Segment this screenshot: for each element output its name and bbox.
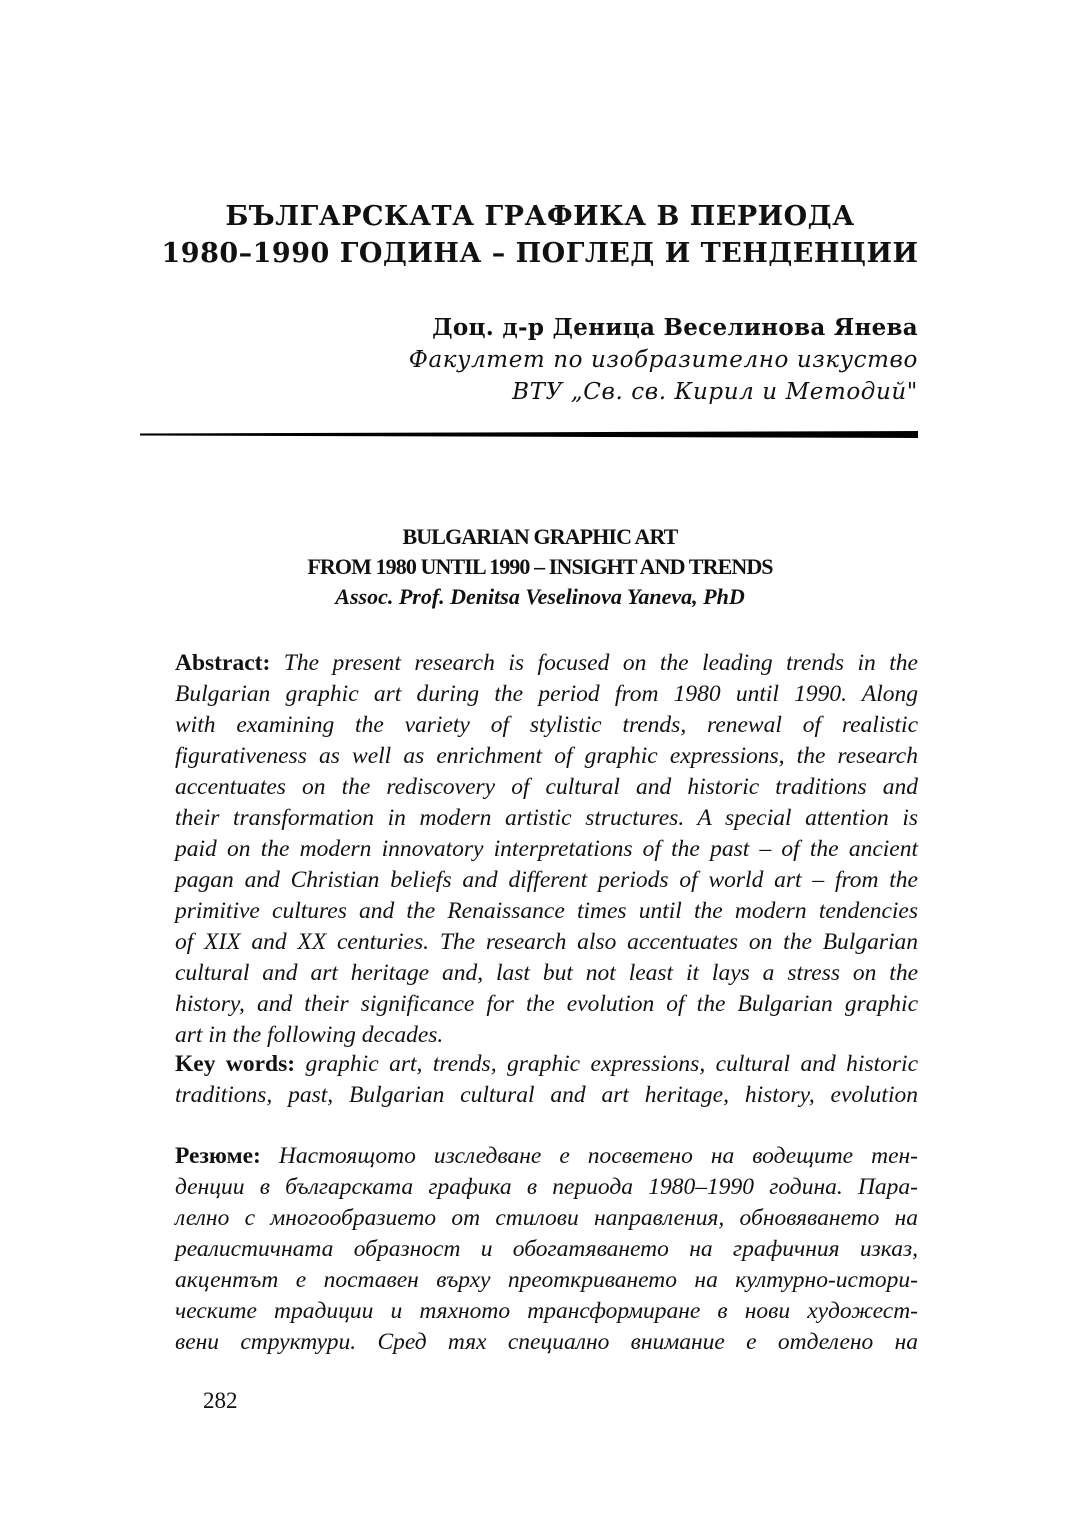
rezyume-text: денции в българската графика в периода 1980–1990 година. Пара- [175,1174,918,1200]
keywords-line [175,1049,918,1080]
rezyume-line [175,1327,918,1358]
page-number: 282 [203,1388,238,1413]
keywords-paragraph [175,1049,918,1111]
title-line-2: 1980–1990 ГОДИНА – ПОГЛЕД И ТЕНДЕНЦИИ [161,238,919,269]
abstract-text: history, and their significance for the evolution of the Bulgarian graphic [175,991,918,1017]
rezyume-text: вени структури. Сред тях специално внимание е отделено на [175,1329,918,1355]
author-block [409,312,918,408]
rezyume-line [175,1296,918,1327]
rezyume-text: ческите традиции и тяхното трансформиране в нови художест- [175,1298,918,1324]
rezyume-text: реалистичната образност и обогатяването на графичния изказ, [175,1236,918,1262]
keywords-line [175,1080,918,1111]
rezyume-line [175,1265,918,1296]
abstract-text: of XIX and XX centuries. The research also accentuates on the Bulgarian [175,929,918,955]
rezyume-paragraph [175,1141,918,1358]
separator-rule [140,431,918,439]
abstract-line [175,679,918,710]
rezyume-line [175,1141,918,1172]
rezyume-text: Настоящото изследване е посветено на водещите тен- [260,1143,918,1169]
rezyume-label: Резюме: [175,1143,261,1169]
abstract-text: Bulgarian graphic art during the period from 1980 until 1990. Along [175,681,918,707]
keywords-text: traditions, past, Bulgarian cultural and art heritage, history, evolution [175,1082,918,1108]
abstract-line [175,803,918,834]
rezyume-line [175,1172,918,1203]
title-line-1: БЪЛГАРСКАТА ГРАФИКА В ПЕРИОДА [225,201,855,232]
keywords-text: graphic art, trends, graphic expressions, cultural and historic [295,1051,918,1077]
abstract-line [175,648,918,679]
abstract-paragraph [175,648,918,1051]
english-title-line-2: FROM 1980 UNTIL 1990 – INSIGHT AND TRENDS [307,554,773,579]
author-name: Доц. д-р Деница Веселинова Янева [432,314,918,341]
abstract-line [175,1020,918,1051]
abstract-text: The present research is focused on the leading trends in the [270,650,918,676]
abstract-text: art in the following decades. [175,1022,444,1048]
abstract-line [175,865,918,896]
abstract-line [175,927,918,958]
abstract-text: their transformation in modern artistic structures. A special attention is [175,805,918,831]
abstract-line [175,989,918,1020]
abstract-line [175,834,918,865]
abstract-text: cultural and art heritage and, last but not least it lays a stress on the [175,960,918,986]
abstract-line [175,741,918,772]
abstract-text: pagan and Christian beliefs and different periods of world art – from the [175,867,918,893]
english-author: Assoc. Prof. Denitsa Veselinova Yaneva, PhD [335,584,745,609]
abstract-text: primitive cultures and the Renaissance times until the modern tendencies [175,898,918,924]
abstract-line [175,896,918,927]
abstract-line [175,958,918,989]
rezyume-line [175,1234,918,1265]
rezyume-line [175,1203,918,1234]
paper-title [0,198,1080,272]
english-heading [0,522,1080,612]
abstract-line [175,710,918,741]
author-university: ВТУ „Св. св. Кирил и Методий" [512,379,918,405]
keywords-label: Key words: [175,1051,296,1077]
abstract-text: paid on the modern innovatory interpretations of the past – of the ancient [175,836,918,862]
english-title-line-1: BULGARIAN GRAPHIC ART [402,524,678,549]
abstract-text: accentuates on the rediscovery of cultural and historic traditions and [175,774,918,800]
abstract-label: Abstract: [175,650,271,676]
rezyume-text: акцентът е поставен върху преоткриването на културно-истори- [175,1267,918,1293]
abstract-text: with examining the variety of stylistic trends, renewal of realistic [175,712,918,738]
author-faculty: Факултет по изобразително изкуство [408,347,918,373]
abstract-text: figurativeness as well as enrichment of graphic expressions, the research [175,743,918,769]
abstract-line [175,772,918,803]
rezyume-text: лелно с многообразието от стилови направления, обновяването на [175,1205,918,1231]
